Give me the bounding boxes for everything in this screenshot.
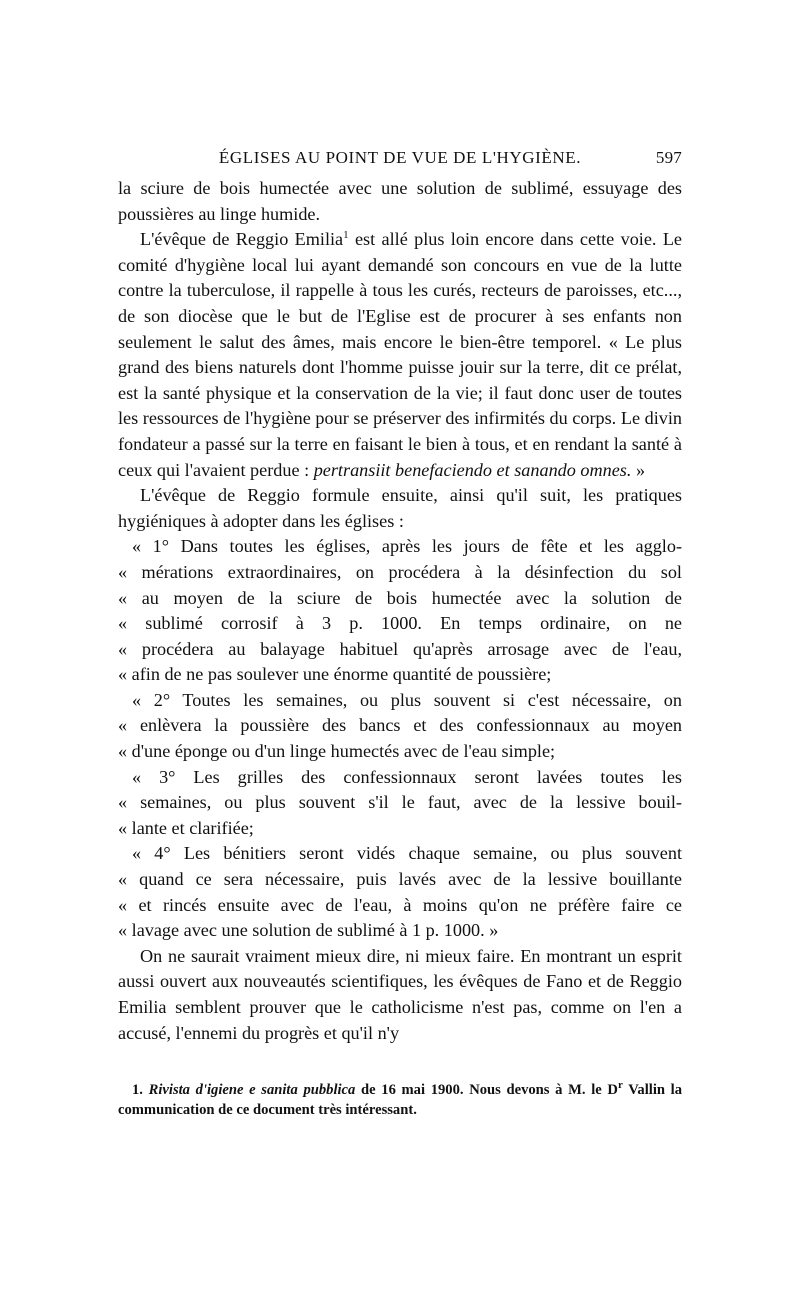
- quote-line: « quand ce sera nécessaire, puis lavés avec de la lessive bouillante: [118, 869, 682, 890]
- running-title: ÉGLISES AU POINT DE VUE DE L'HYGIÈNE.: [218, 148, 582, 167]
- quote-item-1: [118, 534, 682, 688]
- paragraph-1: la sciure de bois humectée avec une solution de sublimé, essuyage des poussières au linge humide.: [118, 178, 682, 224]
- quote-line: « 3° Les grilles des confessionnaux seront lavées toutes les: [132, 766, 682, 787]
- quote-line: « 2° Toutes les semaines, ou plus souvent si c'est nécessaire, on: [132, 689, 682, 710]
- quote-line: « sublimé corrosif à 3 p. 1000. En temps ordinaire, on ne: [118, 613, 682, 634]
- footnote-superscript: r: [617, 1079, 623, 1092]
- quote-line: « lante et clarifiée;: [118, 817, 254, 838]
- paragraph-3: L'évêque de Reggio formule ensuite, ainsi qu'il suit, les pratiques hygiéniques à adopter dans les églises :: [118, 485, 682, 531]
- quote-item-4: [118, 841, 682, 943]
- paragraph-4: On ne saurait vraiment mieux dire, ni mieux faire. En montrant un esprit aussi ouvert aux nouveautés scientifiques, les évêques de Fano et de Reggio Emilia semblent prouver que le catholicisme n'est pas, comme on l'en a accusé, l'ennemi du progrès et qu'il n'y: [118, 945, 682, 1043]
- quote-line: « procédera au balayage habituel qu'après arrosage avec de l'eau,: [118, 638, 682, 659]
- paragraph-2-start: L'évêque de Reggio Emilia: [140, 229, 344, 250]
- footnote-ref: 1: [343, 229, 349, 242]
- footnote-number: 1.: [132, 1082, 149, 1099]
- quote-line: « d'une éponge ou d'un linge humectés avec de l'eau simple;: [118, 741, 556, 762]
- footnote-journal: Rivista d'igiene e sanita pubblica: [148, 1082, 356, 1099]
- quote-line: « 1° Dans toutes les églises, après les jours de fête et les agglo-: [132, 536, 682, 557]
- quote-item-2: [118, 688, 682, 765]
- main-text: [118, 176, 682, 1046]
- paragraph-2: [118, 227, 682, 483]
- quote-item-3: [118, 765, 682, 842]
- running-head: [118, 148, 682, 176]
- quote-line: « enlèvera la poussière des bancs et des confessionnaux au moyen: [118, 715, 682, 736]
- quote-line: « 4° Les bénitiers seront vidés chaque semaine, ou plus souvent: [132, 843, 682, 864]
- page-number: 597: [655, 148, 682, 167]
- quote-line: « au moyen de la sciure de bois humectée avec la solution de: [118, 587, 682, 608]
- paragraph-2-body: est allé plus loin encore dans cette voie. Le comité d'hygiène local lui ayant demandé son concours en vue de la lutte contre la tuberculose, il rappelle à tous les curés, recteurs de paroisses, etc..., de son diocèse que le but de l'Eglise est de procurer à ses enfants non seulement le salut des âmes, mais encore le bien-être temporel. « Le plus grand des biens naturels dont l'homme puisse jouir sur la terre, dit ce prélat, est la santé physique et la conservation de la vie; il faut donc user de toutes les ressources de l'hygiène pour se préserver des infirmités du corps. Le divin fondateur a passé sur la terre en faisant le bien à tous, et en rendant la santé à ceux qui l'avaient perdue :: [118, 229, 682, 480]
- footnote-text-end: Vallin la communication de ce document très intéressant.: [118, 1082, 683, 1119]
- quote-line: « lavage avec une solution de sublimé à 1 p. 1000. »: [118, 920, 499, 941]
- footnote-text: de 16 mai 1900. Nous devons à M. le D: [355, 1082, 618, 1099]
- paragraph-2-end: »: [631, 459, 646, 480]
- footnote-1: [118, 1080, 682, 1120]
- quote-line: « et rincés ensuite avec de l'eau, à moins qu'on ne préfère faire ce: [118, 894, 682, 915]
- latin-quote: pertransiit benefaciendo et sanando omnes.: [313, 459, 632, 480]
- footnotes: [118, 1080, 682, 1120]
- book-page: [118, 148, 682, 1120]
- quote-line: « afin de ne pas soulever une énorme quantité de poussière;: [118, 664, 552, 685]
- quote-line: « semaines, ou plus souvent s'il le faut, avec de la lessive bouil-: [118, 792, 682, 813]
- quote-line: « mérations extraordinaires, on procédera à la désinfection du sol: [118, 561, 682, 582]
